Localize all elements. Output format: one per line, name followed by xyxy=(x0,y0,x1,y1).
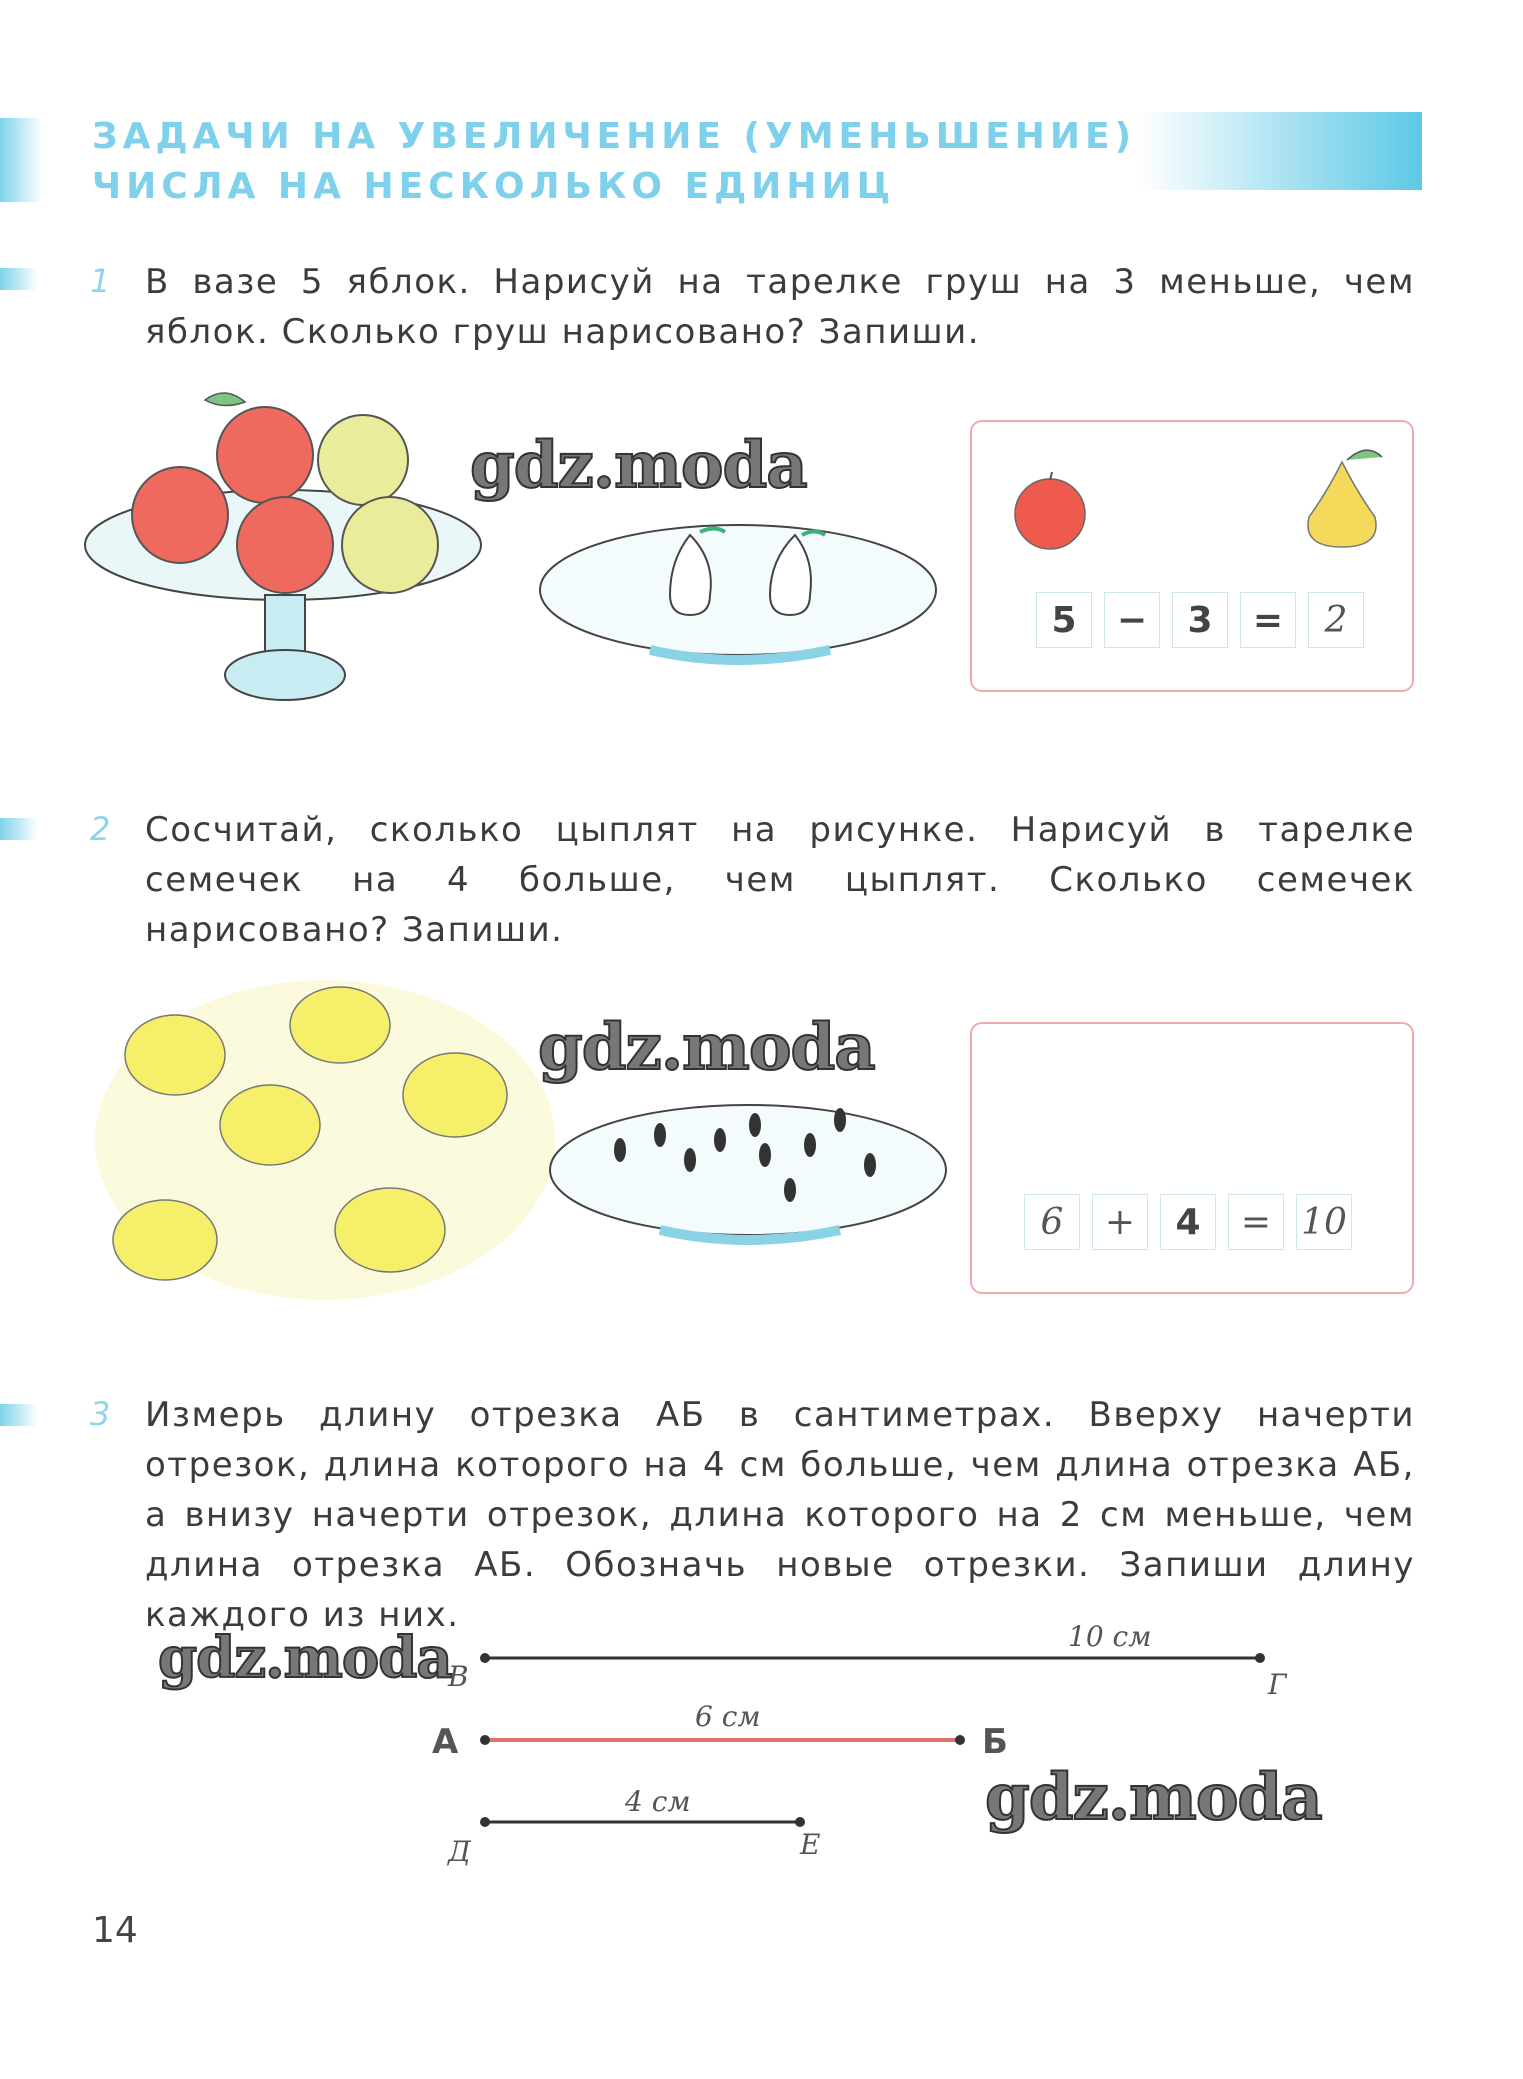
equation-2-cell-3: 4 xyxy=(1160,1194,1216,1250)
equation-2-cell-2: + xyxy=(1092,1194,1148,1250)
title-line-2: ЧИСЛА НА НЕСКОЛЬКО ЕДИНИЦ xyxy=(92,166,895,207)
task-1-number: 1 xyxy=(90,262,111,300)
equation-1-cell-3: 3 xyxy=(1172,592,1228,648)
watermark-3: gdz.moda xyxy=(158,1625,452,1691)
label-g: Г xyxy=(1268,1668,1287,1701)
point-d xyxy=(480,1817,490,1827)
equation-1-cell-5: 2 xyxy=(1308,592,1364,648)
length-de: 4 см xyxy=(625,1785,691,1818)
length-vg: 10 см xyxy=(1068,1620,1152,1653)
equation-2-cell-1: 6 xyxy=(1024,1194,1080,1250)
length-ab: 6 см xyxy=(695,1700,761,1733)
label-v: В xyxy=(448,1660,469,1693)
task-2-number: 2 xyxy=(90,810,111,848)
equation-2-cell-4: = xyxy=(1228,1194,1284,1250)
label-a: А xyxy=(432,1722,459,1762)
task-3-text: Измерь длину отрезка АБ в сантиметрах. Вверху начерти отрезок, длина которого на 4 см больше, чем длина отрезка АБ, а внизу начерти отрезок, длина которого на 2 см меньше, чем длина отрезка АБ. Обозначь новые отрезки. Запиши длину каждого из них. xyxy=(145,1395,1415,1635)
equation-1-cell-1: 5 xyxy=(1036,592,1092,648)
point-b xyxy=(955,1735,965,1745)
task-3-number: 3 xyxy=(90,1395,111,1433)
watermark-1: gdz.moda xyxy=(470,428,807,503)
label-d: Д xyxy=(448,1835,471,1868)
equation-1-cell-2: − xyxy=(1104,592,1160,648)
task-2-text: Сосчитай, сколько цыплят на рисунке. Нарисуй в тарелке семечек на 4 больше, чем цыплят. Сколько семечек нарисовано? Запиши. xyxy=(145,810,1415,950)
point-a xyxy=(480,1735,490,1745)
equation-2-cell-5: 10 xyxy=(1296,1194,1352,1250)
task-1-text: В вазе 5 яблок. Нарисуй на тарелке груш на 3 меньше, чем яблок. Сколько груш нарисовано? Запиши. xyxy=(145,262,1415,352)
page-number: 14 xyxy=(92,1910,138,1951)
point-e xyxy=(795,1817,805,1827)
point-g xyxy=(1255,1653,1265,1663)
label-b: Б xyxy=(982,1722,1008,1762)
label-e: Е xyxy=(800,1828,821,1861)
equation-1-cell-4: = xyxy=(1240,592,1296,648)
watermark-2: gdz.moda xyxy=(538,1010,875,1085)
point-v xyxy=(480,1653,490,1663)
watermark-4: gdz.moda xyxy=(985,1760,1322,1835)
title-line-1: ЗАДАЧИ НА УВЕЛИЧЕНИЕ (УМЕНЬШЕНИЕ) xyxy=(92,116,1137,157)
